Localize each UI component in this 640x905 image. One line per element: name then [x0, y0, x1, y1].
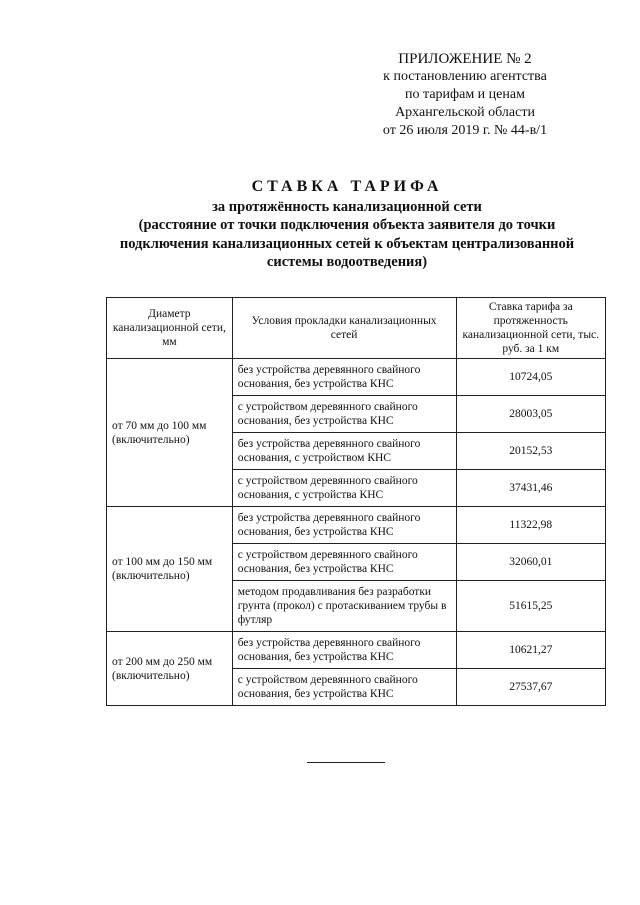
rate-cell: 28003,05: [456, 396, 606, 433]
table-row: [107, 632, 606, 669]
rate-cell: 32060,01: [456, 544, 606, 581]
tariff-table: [106, 297, 606, 706]
rate-cell: 10621,27: [456, 632, 606, 669]
appendix-date: от 26 июля 2019 г. № 44-в/1: [382, 123, 548, 138]
header-rate: Ставка тарифа за протяженность канализационной сети, тыс. руб. за 1 км: [456, 298, 606, 359]
appendix-line: к постановлению агентства: [383, 69, 547, 84]
appendix-number: ПРИЛОЖЕНИЕ № 2: [398, 51, 532, 67]
rate-cell: 11322,98: [456, 507, 606, 544]
document-title: [92, 178, 602, 272]
diameter-cell: от 200 мм до 250 мм (включительно): [107, 632, 233, 706]
header-conditions: Условия прокладки канализационных сетей: [232, 298, 456, 359]
condition-cell: с устройством деревянного свайного основания, без устройства КНС: [232, 396, 456, 433]
diameter-cell: от 100 мм до 150 мм (включительно): [107, 507, 233, 632]
rate-cell: 20152,53: [456, 433, 606, 470]
title-main: СТАВКА ТАРИФА: [251, 178, 443, 195]
appendix-line: по тарифам и ценам: [405, 87, 525, 102]
condition-cell: без устройства деревянного свайного основания, с устройством КНС: [232, 433, 456, 470]
rate-cell: 51615,25: [456, 581, 606, 632]
title-subline: системы водоотведения): [266, 254, 428, 270]
closing-divider: [307, 762, 385, 763]
appendix-line: Архангельской области: [395, 105, 535, 120]
condition-cell: без устройства деревянного свайного основания, без устройства КНС: [232, 632, 456, 669]
title-subline: подключения канализационных сетей к объектам централизованной: [119, 235, 575, 252]
title-subline: (расстояние от точки подключения объекта заявителя до точки: [138, 217, 556, 233]
table-row: [107, 507, 606, 544]
condition-cell: без устройства деревянного свайного основания, без устройства КНС: [232, 507, 456, 544]
table-row: [107, 359, 606, 396]
title-subline: за протяжённость канализационной сети: [212, 198, 482, 215]
rate-cell: 10724,05: [456, 359, 606, 396]
table-header-row: [107, 298, 606, 359]
rate-cell: 37431,46: [456, 470, 606, 507]
header-diameter: Диаметр канализационной сети, мм: [107, 298, 233, 359]
condition-cell: без устройства деревянного свайного основания, без устройства КНС: [232, 359, 456, 396]
condition-cell: методом продавливания без разработки грунта (прокол) с протаскиванием трубы в футляр: [232, 581, 456, 632]
condition-cell: с устройством деревянного свайного основания, без устройства КНС: [232, 544, 456, 581]
appendix-header: [340, 50, 590, 140]
rate-cell: 27537,67: [456, 669, 606, 706]
diameter-cell: от 70 мм до 100 мм (включительно): [107, 359, 233, 507]
condition-cell: с устройством деревянного свайного основания, с устройства КНС: [232, 470, 456, 507]
condition-cell: с устройством деревянного свайного основания, без устройства КНС: [232, 669, 456, 706]
